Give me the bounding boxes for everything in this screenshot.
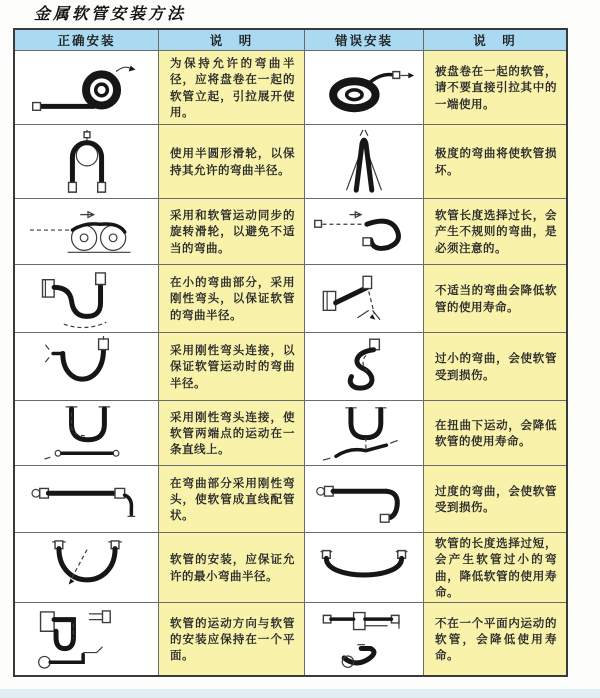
table-row-3-wrong-image (305, 199, 423, 264)
table-row-2-correct-image (15, 125, 158, 198)
table-row-6-correct-note: 采用刚性弯头连接，使软管两端点的运动在一条直线上。 (159, 401, 304, 465)
table-row-4-wrong-image (305, 265, 423, 332)
table-row-6-wrong-image (305, 401, 423, 465)
table-row-4-correct-note: 在小的弯曲部分，采用刚性弯头，以保证软管的弯曲半径。 (159, 265, 304, 332)
page-bottom-margin (0, 689, 600, 698)
minimum-bend-radius-u-icon (27, 536, 147, 600)
standing-coil-unrolled-icon (24, 56, 150, 120)
table-row-7-wrong-image (305, 466, 423, 532)
page-title: 金属软管安装方法 (34, 4, 187, 23)
rigid-elbow-small-bend-icon (29, 268, 145, 330)
header-correct-install: 正确安装 (15, 30, 158, 50)
rigid-elbow-u-loop-icon (32, 336, 142, 398)
table-row-7-correct-note: 在弯曲部分采用刚性弯头，使软管成直线配管状。 (159, 466, 304, 532)
table-row-1-wrong-image (305, 51, 423, 124)
synchronized-rotating-pulleys-icon (24, 203, 150, 261)
table-row-1-correct-image (15, 51, 158, 124)
extreme-sharp-bend-icon (314, 128, 414, 196)
table-row-5-correct-note: 采用刚性弯头连接，以保证软管运动时的弯曲半径。 (159, 333, 304, 400)
improper-angled-bend-icon (312, 268, 416, 330)
table-row-5-correct-image (15, 333, 158, 400)
table-row-7-correct-image (15, 466, 158, 532)
header-correct-note: 说 明 (159, 30, 304, 50)
table-row-9-correct-note: 软管的运动方向与软管的安装应保持在一个平面。 (159, 603, 304, 675)
header-wrong-note: 说 明 (424, 30, 566, 50)
table-row-8-correct-note: 软管的安装，应保证允许的最小弯曲半径。 (159, 533, 304, 602)
table-row-8-correct-image (15, 533, 158, 602)
installation-method-table (13, 28, 568, 677)
u-loop-ends-on-straight-line-icon (29, 403, 145, 463)
table-row-3-wrong-note: 软管长度选择过长，会产生不规则的弯曲，是必须注意的。 (424, 199, 566, 264)
flat-coil-pulled-end-icon (311, 56, 417, 120)
too-short-flat-u-icon (309, 536, 419, 600)
too-small-hook-bend-icon (316, 336, 412, 398)
table-row-3-correct-image (15, 199, 158, 264)
table-row-2-correct-note: 使用半圆形滑轮，以保持其允许的弯曲半径。 (159, 125, 304, 198)
table-row-7-wrong-note: 过度的弯曲，会使软管受到损伤。 (424, 466, 566, 532)
table-row-9-correct-image (15, 603, 158, 675)
overbent-pipe-end-icon (310, 472, 418, 526)
table-row-3-correct-note: 采用和软管运动同步的旋转滑轮，以避免不适当的弯曲。 (159, 199, 304, 264)
u-loop-twisted-motion-icon (308, 403, 420, 463)
motion-in-same-plane-trap-icon (27, 606, 147, 672)
table-row-6-wrong-note: 在扭曲下运动，会降低软管的使用寿命。 (424, 401, 566, 465)
table-row-5-wrong-note: 过小的弯曲，会使软管受到损伤。 (424, 333, 566, 400)
motion-out-of-plane-icon (312, 606, 416, 672)
table-row-2-wrong-image (305, 125, 423, 198)
table-row-1-wrong-note: 被盘卷在一起的软管，请不要直接引拉其中的一端使用。 (424, 51, 566, 124)
table-row-1-correct-note: 为保持允许的弯曲半径，应将盘卷在一起的软管立起，引拉展开使用。 (159, 51, 304, 124)
table-row-6-correct-image (15, 401, 158, 465)
header-wrong-install: 错误安装 (305, 30, 423, 50)
table-row-9-wrong-note: 不在一个平面内运动的软管，会降低使用寿命。 (424, 603, 566, 675)
table-row-4-wrong-note: 不适当的弯曲会降低软管的使用寿命。 (424, 265, 566, 332)
table-row-4-correct-image (15, 265, 158, 332)
table-row-2-wrong-note: 极度的弯曲将使软管损坏。 (424, 125, 566, 198)
table-row-8-wrong-note: 软管的长度选择过短，会产生软管过小的弯曲，降低软管的使用寿命。 (424, 533, 566, 602)
straight-run-with-rigid-elbow-icon (24, 472, 150, 526)
overlong-irregular-loop-icon (310, 203, 418, 261)
table-row-9-wrong-image (305, 603, 423, 675)
hose-over-semicircular-pulley-icon (32, 128, 142, 196)
table-row-5-wrong-image (305, 333, 423, 400)
table-row-8-wrong-image (305, 533, 423, 602)
